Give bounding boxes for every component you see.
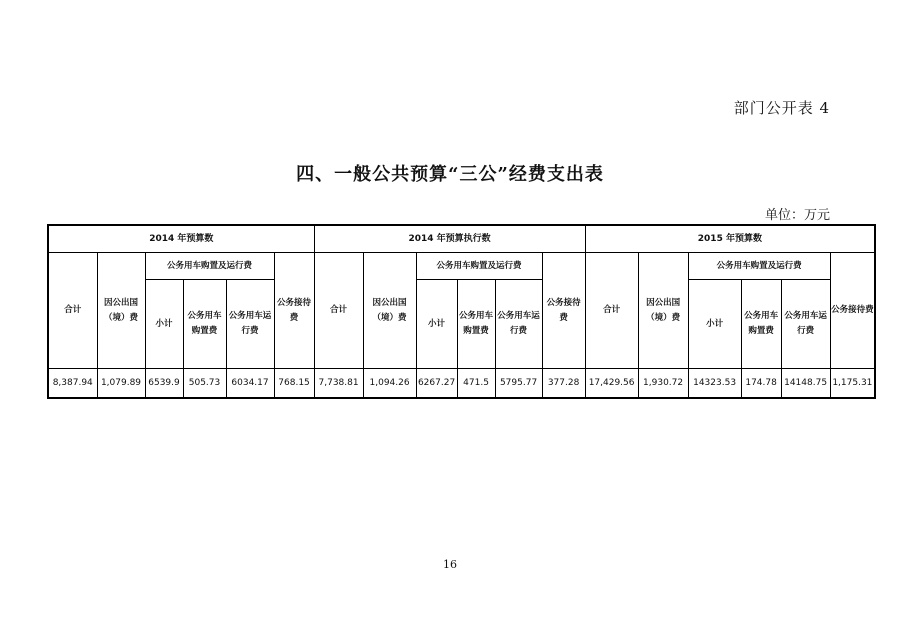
value-total: 17,429.56 — [585, 369, 638, 399]
col-header-purchase: 公务用车购置费 — [741, 280, 781, 369]
group-header-2014-budget: 2014 年预算数 — [48, 225, 314, 253]
value-reception: 377.28 — [542, 369, 585, 399]
col-header-purchase: 公务用车购置费 — [457, 280, 495, 369]
col-header-operation: 公务用车运行费 — [226, 280, 274, 369]
col-header-total: 合计 — [314, 253, 363, 369]
value-purchase: 174.78 — [741, 369, 781, 399]
col-header-abroad: 因公出国（境）费 — [363, 253, 416, 369]
col-header-subtotal: 小计 — [416, 280, 457, 369]
col-header-vehicle: 公务用车购置及运行费 — [416, 253, 542, 280]
col-header-operation: 公务用车运行费 — [495, 280, 542, 369]
group-header-2015-budget: 2015 年预算数 — [585, 225, 875, 253]
col-header-purchase: 公务用车购置费 — [183, 280, 226, 369]
col-header-abroad: 因公出国（境）费 — [638, 253, 688, 369]
col-header-subtotal: 小计 — [145, 280, 183, 369]
col-header-total: 合计 — [585, 253, 638, 369]
table-label: 部门公开表 4 — [733, 99, 830, 117]
value-purchase: 471.5 — [457, 369, 495, 399]
three-public-expenses-table — [47, 224, 876, 399]
value-abroad: 1,930.72 — [638, 369, 688, 399]
value-abroad: 1,094.26 — [363, 369, 416, 399]
value-reception: 768.15 — [274, 369, 314, 399]
page-title: 四、一般公共预算“三公”经费支出表 — [296, 164, 604, 185]
value-subtotal: 6539.9 — [145, 369, 183, 399]
value-total: 7,738.81 — [314, 369, 363, 399]
col-header-reception: 公务接待费 — [542, 253, 585, 369]
value-subtotal: 6267.27 — [416, 369, 457, 399]
col-header-operation: 公务用车运行费 — [781, 280, 830, 369]
col-header-reception: 公务接待费 — [274, 253, 314, 369]
col-header-vehicle: 公务用车购置及运行费 — [688, 253, 830, 280]
col-header-subtotal: 小计 — [688, 280, 741, 369]
value-subtotal: 14323.53 — [688, 369, 741, 399]
value-purchase: 505.73 — [183, 369, 226, 399]
value-abroad: 1,079.89 — [97, 369, 145, 399]
group-header-2014-execution: 2014 年预算执行数 — [314, 225, 585, 253]
col-header-reception: 公务接待费 — [830, 253, 875, 369]
value-reception: 1,175.31 — [830, 369, 875, 399]
col-header-abroad: 因公出国（境）费 — [97, 253, 145, 369]
value-total: 8,387.94 — [48, 369, 97, 399]
col-header-vehicle: 公务用车购置及运行费 — [145, 253, 274, 280]
unit-label: 单位：万元 — [764, 208, 830, 223]
value-operation: 5795.77 — [495, 369, 542, 399]
col-header-total: 合计 — [48, 253, 97, 369]
table-row — [48, 369, 875, 399]
value-operation: 14148.75 — [781, 369, 830, 399]
page-number: 16 — [443, 558, 457, 571]
value-operation: 6034.17 — [226, 369, 274, 399]
